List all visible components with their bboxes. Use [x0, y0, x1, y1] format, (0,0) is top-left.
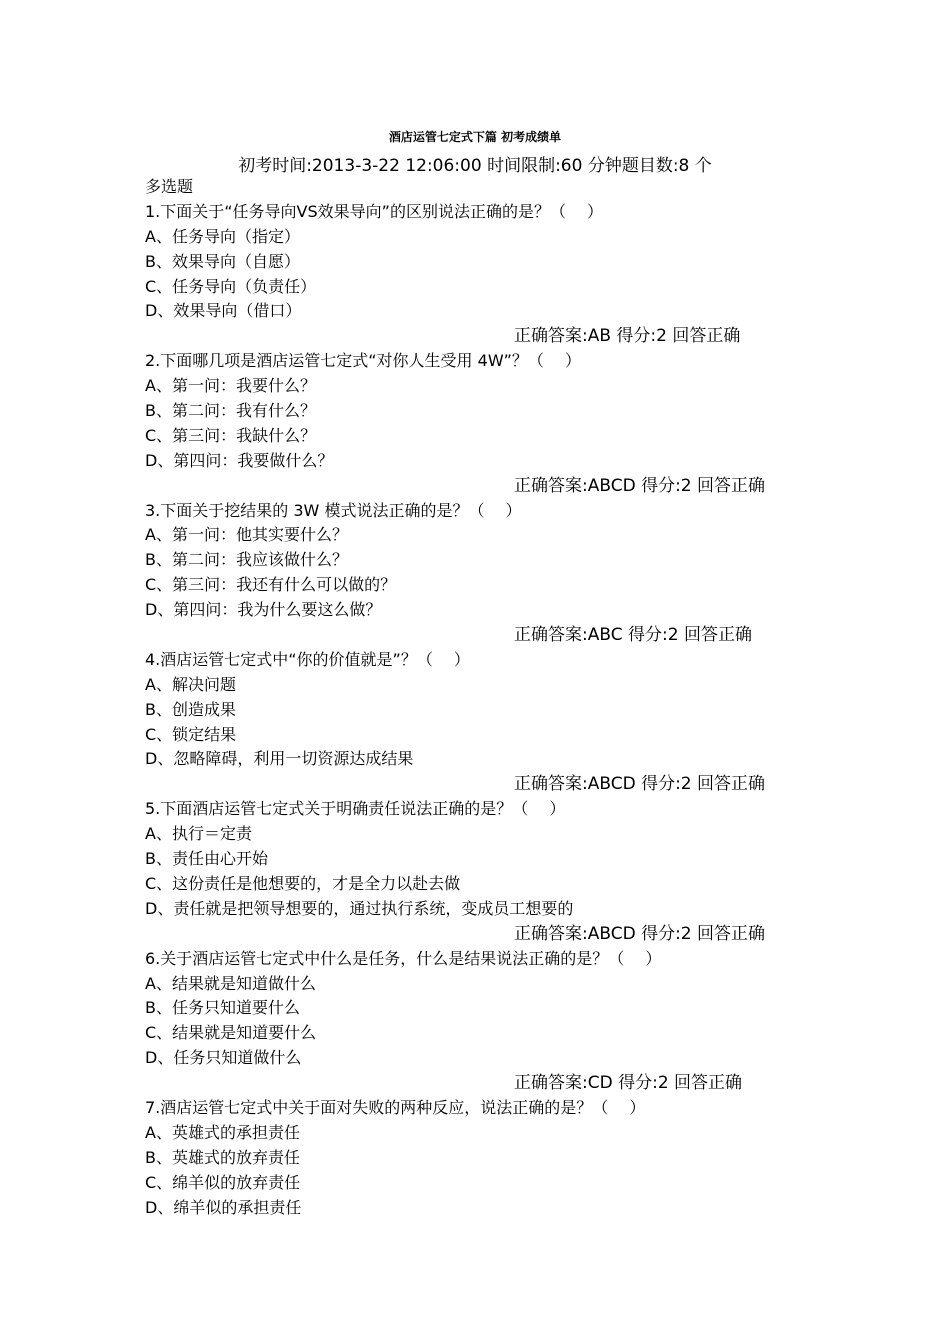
option-b: B、英雄式的放弃责任: [145, 1147, 300, 1167]
option-a: A、第一问：他其实要什么？: [145, 525, 348, 545]
answer-result: 正确答案:CD 得分:2 回答正确: [514, 1073, 743, 1094]
option-a: A、第一问：我要什么？: [145, 376, 316, 396]
answer-result-row: [145, 922, 825, 947]
option-d: D、任务只知道做什么: [145, 1048, 302, 1068]
option-b: B、任务只知道要什么: [145, 998, 300, 1018]
option-a: A、英雄式的承担责任: [145, 1122, 300, 1142]
option-c: C、这份责任是他想要的，才是全力以赴去做: [145, 873, 461, 893]
option-a: A、解决问题: [145, 674, 236, 694]
answer-result-row: [145, 1071, 825, 1096]
option-b: B、第二问：我应该做什么？: [145, 550, 348, 570]
section-heading: 多选题: [145, 177, 194, 196]
option-c: C、第三问：我还有什么可以做的？: [145, 575, 397, 595]
option-d: D、效果导向（借口）: [145, 301, 302, 321]
question-text: 4.酒店运管七定式中“你的价值就是”？（ ）: [145, 649, 470, 669]
answer-result: 正确答案:ABC 得分:2 回答正确: [514, 625, 752, 646]
option-c: C、结果就是知道要什么: [145, 1023, 317, 1043]
option-c: C、绵羊似的放弃责任: [145, 1172, 301, 1192]
answer-result: 正确答案:AB 得分:2 回答正确: [514, 326, 741, 347]
question-text: 3.下面关于挖结果的 3W 模式说法正确的是？（ ）: [145, 500, 522, 520]
option-a: A、任务导向（指定）: [145, 226, 300, 246]
exam-meta: 初考时间:2013-3-22 12:06:00 时间限制:60 分钟题目数:8 个: [238, 156, 712, 176]
question-text: 2.下面哪几项是酒店运管七定式“对你人生受用 4W”？（ ）: [145, 351, 582, 371]
answer-result-row: [145, 324, 825, 349]
answer-result: 正确答案:ABCD 得分:2 回答正确: [514, 475, 766, 496]
option-b: B、效果导向（自愿）: [145, 251, 300, 271]
question-text: 1.下面关于“任务导向VS效果导向”的区别说法正确的是？（ ）: [145, 201, 604, 221]
answer-result: 正确答案:ABCD 得分:2 回答正确: [514, 923, 766, 944]
question-text: 7.酒店运管七定式中关于面对失败的两种反应，说法正确的是？（ ）: [145, 1097, 646, 1117]
page-title: 酒店运管七定式下篇 初考成绩单: [388, 130, 562, 144]
option-d: D、忽略障碍，利用一切资源达成结果: [145, 749, 414, 769]
option-b: B、创造成果: [145, 699, 236, 719]
option-a: A、执行＝定责: [145, 824, 252, 844]
option-b: B、第二问：我有什么？: [145, 401, 316, 421]
option-d: D、绵羊似的承担责任: [145, 1197, 302, 1217]
option-a: A、结果就是知道做什么: [145, 973, 316, 993]
answer-result-row: [145, 474, 825, 499]
option-d: D、第四问：我为什么要这么做？: [145, 600, 382, 620]
option-d: D、第四问：我要做什么？: [145, 450, 334, 470]
answer-result-row: [145, 623, 825, 648]
question-text: 5.下面酒店运管七定式关于明确责任说法正确的是？（ ）: [145, 799, 566, 819]
option-c: C、第三问：我缺什么？: [145, 425, 317, 445]
question-list: [145, 175, 825, 1220]
option-c: C、任务导向（负责任）: [145, 276, 317, 296]
option-d: D、责任就是把领导想要的，通过执行系统，变成员工想要的: [145, 898, 574, 918]
answer-result-row: [145, 772, 825, 797]
option-c: C、锁定结果: [145, 724, 237, 744]
option-b: B、责任由心开始: [145, 849, 268, 869]
question-text: 6.关于酒店运管七定式中什么是任务，什么是结果说法正确的是？（ ）: [145, 948, 662, 968]
answer-result: 正确答案:ABCD 得分:2 回答正确: [514, 774, 766, 795]
